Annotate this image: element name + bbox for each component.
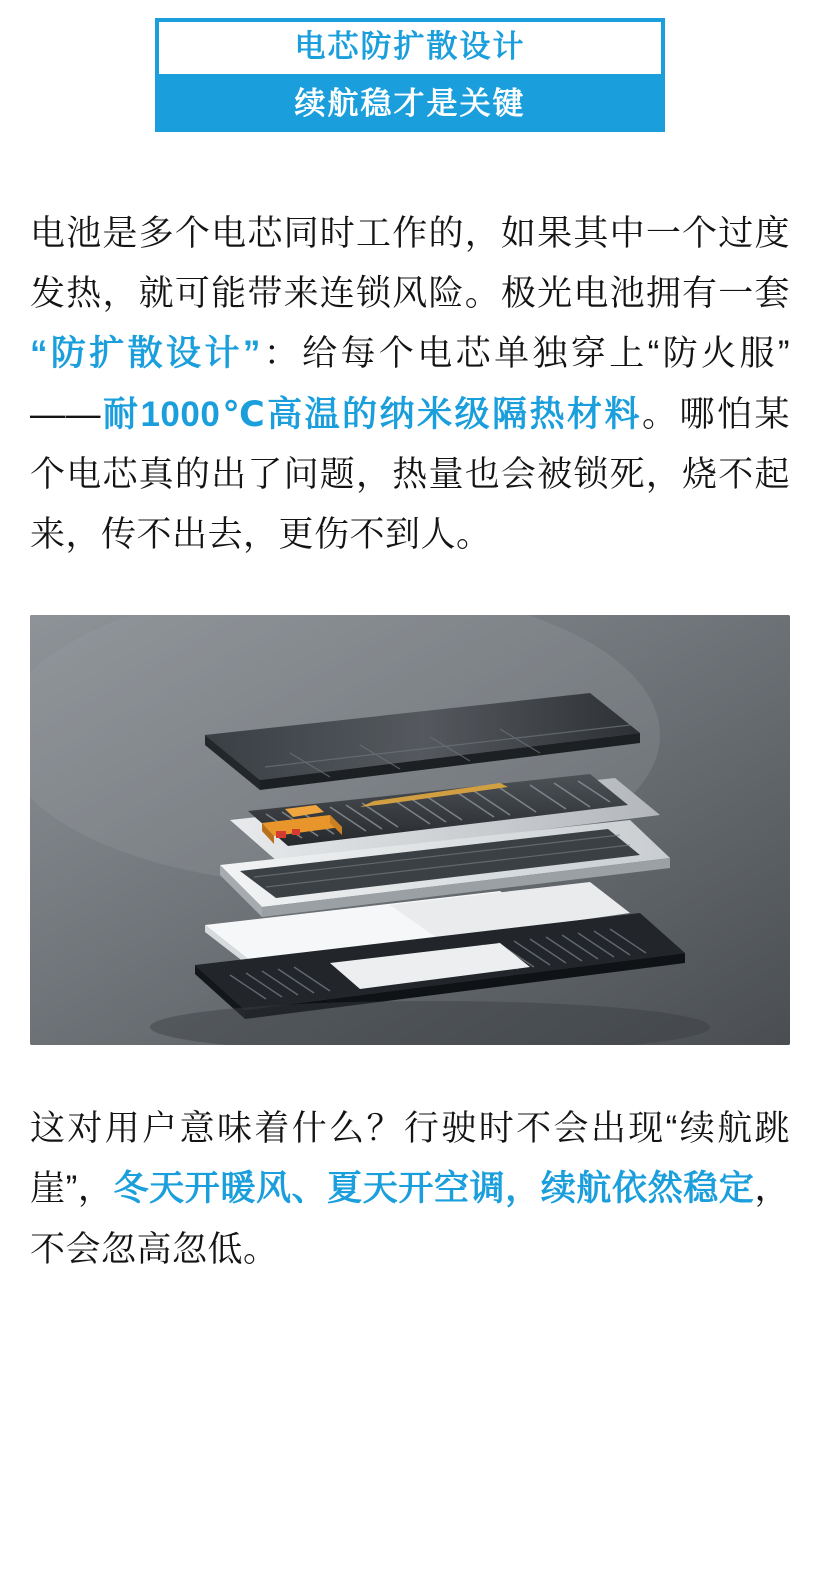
paragraph-two <box>30 1099 790 1310</box>
banner-title-primary-text: 电芯防扩散设计 <box>281 31 540 62</box>
banner-title-primary <box>155 18 665 74</box>
paragraph-one-segment-2: ：给每个电芯单独穿上“防火服”—— <box>30 334 790 434</box>
paragraph-one-segment-3: 。哪怕某个电芯真的出了问题，热量也会被锁死，烧不起来，传不出去，更伤不到人。 <box>30 394 790 554</box>
header-banner <box>155 18 665 132</box>
banner-title-secondary <box>155 74 665 132</box>
paragraph-one-segment-1: 电池是多个电芯同时工作的，如果其中一个过度发热，就可能带来连锁风险。极光电池拥有一套 <box>30 214 790 314</box>
banner-title-secondary-text: 续航稳才是关键 <box>294 85 526 121</box>
paragraph-one <box>30 204 790 565</box>
paragraph-one-highlight-1: “防扩散设计” <box>30 334 261 374</box>
battery-pack-illustration <box>30 615 790 1045</box>
battery-pack-figure <box>30 615 790 1045</box>
paragraph-two-segment-2: ，不会忽高忽低。 <box>30 1169 790 1269</box>
paragraph-one-highlight-2: 耐1000℃高温的纳米级隔热材料 <box>101 394 643 434</box>
article-page <box>0 18 820 1310</box>
paragraph-two-highlight-1: 冬天开暖风、夏天开空调，续航依然稳定 <box>113 1169 755 1209</box>
paragraph-two-segment-1: 这对用户意味着什么？行驶时不会出现“续航跳崖”， <box>30 1109 790 1209</box>
